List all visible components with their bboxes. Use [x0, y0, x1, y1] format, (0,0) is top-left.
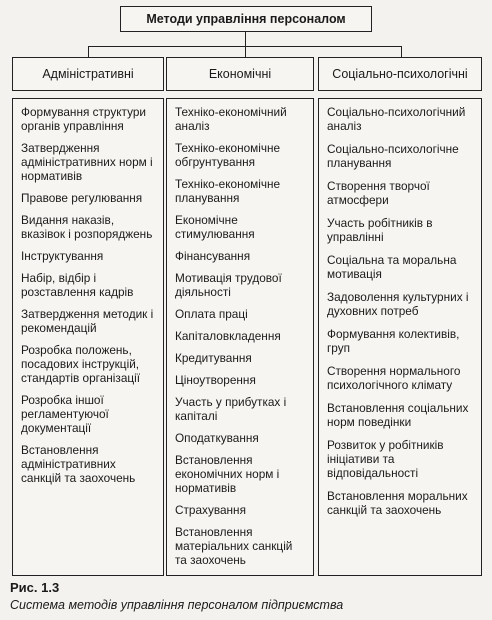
list-item: Участь робітників в управлінні [327, 216, 433, 244]
list-item: Затвердження адміністративних норм і нормативів [21, 141, 153, 183]
list-item: Розвиток у робітників ініціативи та відповідальності [327, 438, 444, 480]
list-item: Техніко-економічне планування [175, 177, 281, 205]
list-item: Встановлення моральних санкцій та заохочень [327, 489, 468, 517]
list-item: Створення нормального психологічного клімату [327, 364, 461, 392]
connector-root-down [245, 32, 246, 46]
list-item: Капіталовкладення [175, 329, 281, 343]
figure-caption: Система методів управління персоналом підприємства [10, 598, 344, 612]
list-item: Кредитування [175, 351, 252, 365]
list-item: Страхування [175, 503, 246, 517]
list-item: Соціально-психологічне планування [327, 142, 459, 170]
figure-number: Рис. 1.3 [10, 580, 60, 595]
column-socio-psychological [318, 98, 482, 576]
list-item: Соціальна та моральна мотивація [327, 253, 457, 281]
list-item: Ціноутворення [175, 373, 256, 387]
diagram-title: Методи управління персоналом [146, 12, 346, 26]
heading-economic-label: Економічні [208, 67, 272, 81]
list-item: Економічне стимулювання [175, 213, 255, 241]
list-item: Техніко-економічне обгрунтування [175, 141, 281, 169]
connector-right [401, 46, 402, 57]
heading-socio-psychological [318, 57, 482, 91]
list-item: Задоволення культурних і духовних потреб [327, 290, 469, 318]
connector-middle [245, 46, 246, 57]
column-economic [166, 98, 314, 576]
column-administrative [12, 98, 164, 576]
list-item: Встановлення економічних норм і нормативів [175, 453, 280, 495]
connector-left [88, 46, 89, 57]
list-item: Інструктування [21, 249, 104, 263]
list-item: Набір, відбір і розставлення кадрів [21, 271, 134, 299]
list-item: Правове регулювання [21, 191, 143, 205]
heading-administrative-label: Адміністративні [42, 67, 134, 81]
heading-socio-psychological-label: Соціально-психологічні [332, 67, 468, 81]
list-item: Встановлення адміністративних санкцій та заохочень [21, 443, 136, 485]
list-item: Формування структури органів управління [21, 105, 146, 133]
list-item: Розробка положень, посадових інструкцій, стандартів організації [21, 343, 141, 385]
list-item: Оплата праці [175, 307, 248, 321]
list-item: Мотивація трудової діяльності [175, 271, 282, 299]
list-item: Участь у прибутках і капіталі [175, 395, 287, 423]
list-item: Соціально-психологічний аналіз [327, 105, 466, 133]
list-item: Встановлення соціальних норм поведінки [327, 401, 469, 429]
list-item: Затвердження методик і рекомендацій [21, 307, 154, 335]
list-item: Розробка іншої регламентуючої документації [21, 393, 109, 435]
list-item: Техніко-економічний аналіз [175, 105, 287, 133]
root-box [120, 6, 372, 32]
list-item: Фінансування [175, 249, 251, 263]
heading-economic [166, 57, 314, 91]
heading-administrative [12, 57, 164, 91]
list-item: Оподаткування [175, 431, 259, 445]
list-item: Формування колективів, груп [327, 327, 460, 355]
list-item: Видання наказів, вказівок і розпоряджень [21, 213, 153, 241]
list-item: Створення творчої атмосфери [327, 179, 430, 207]
list-item: Встановлення матеріальних санкцій та заохочень [175, 525, 293, 567]
